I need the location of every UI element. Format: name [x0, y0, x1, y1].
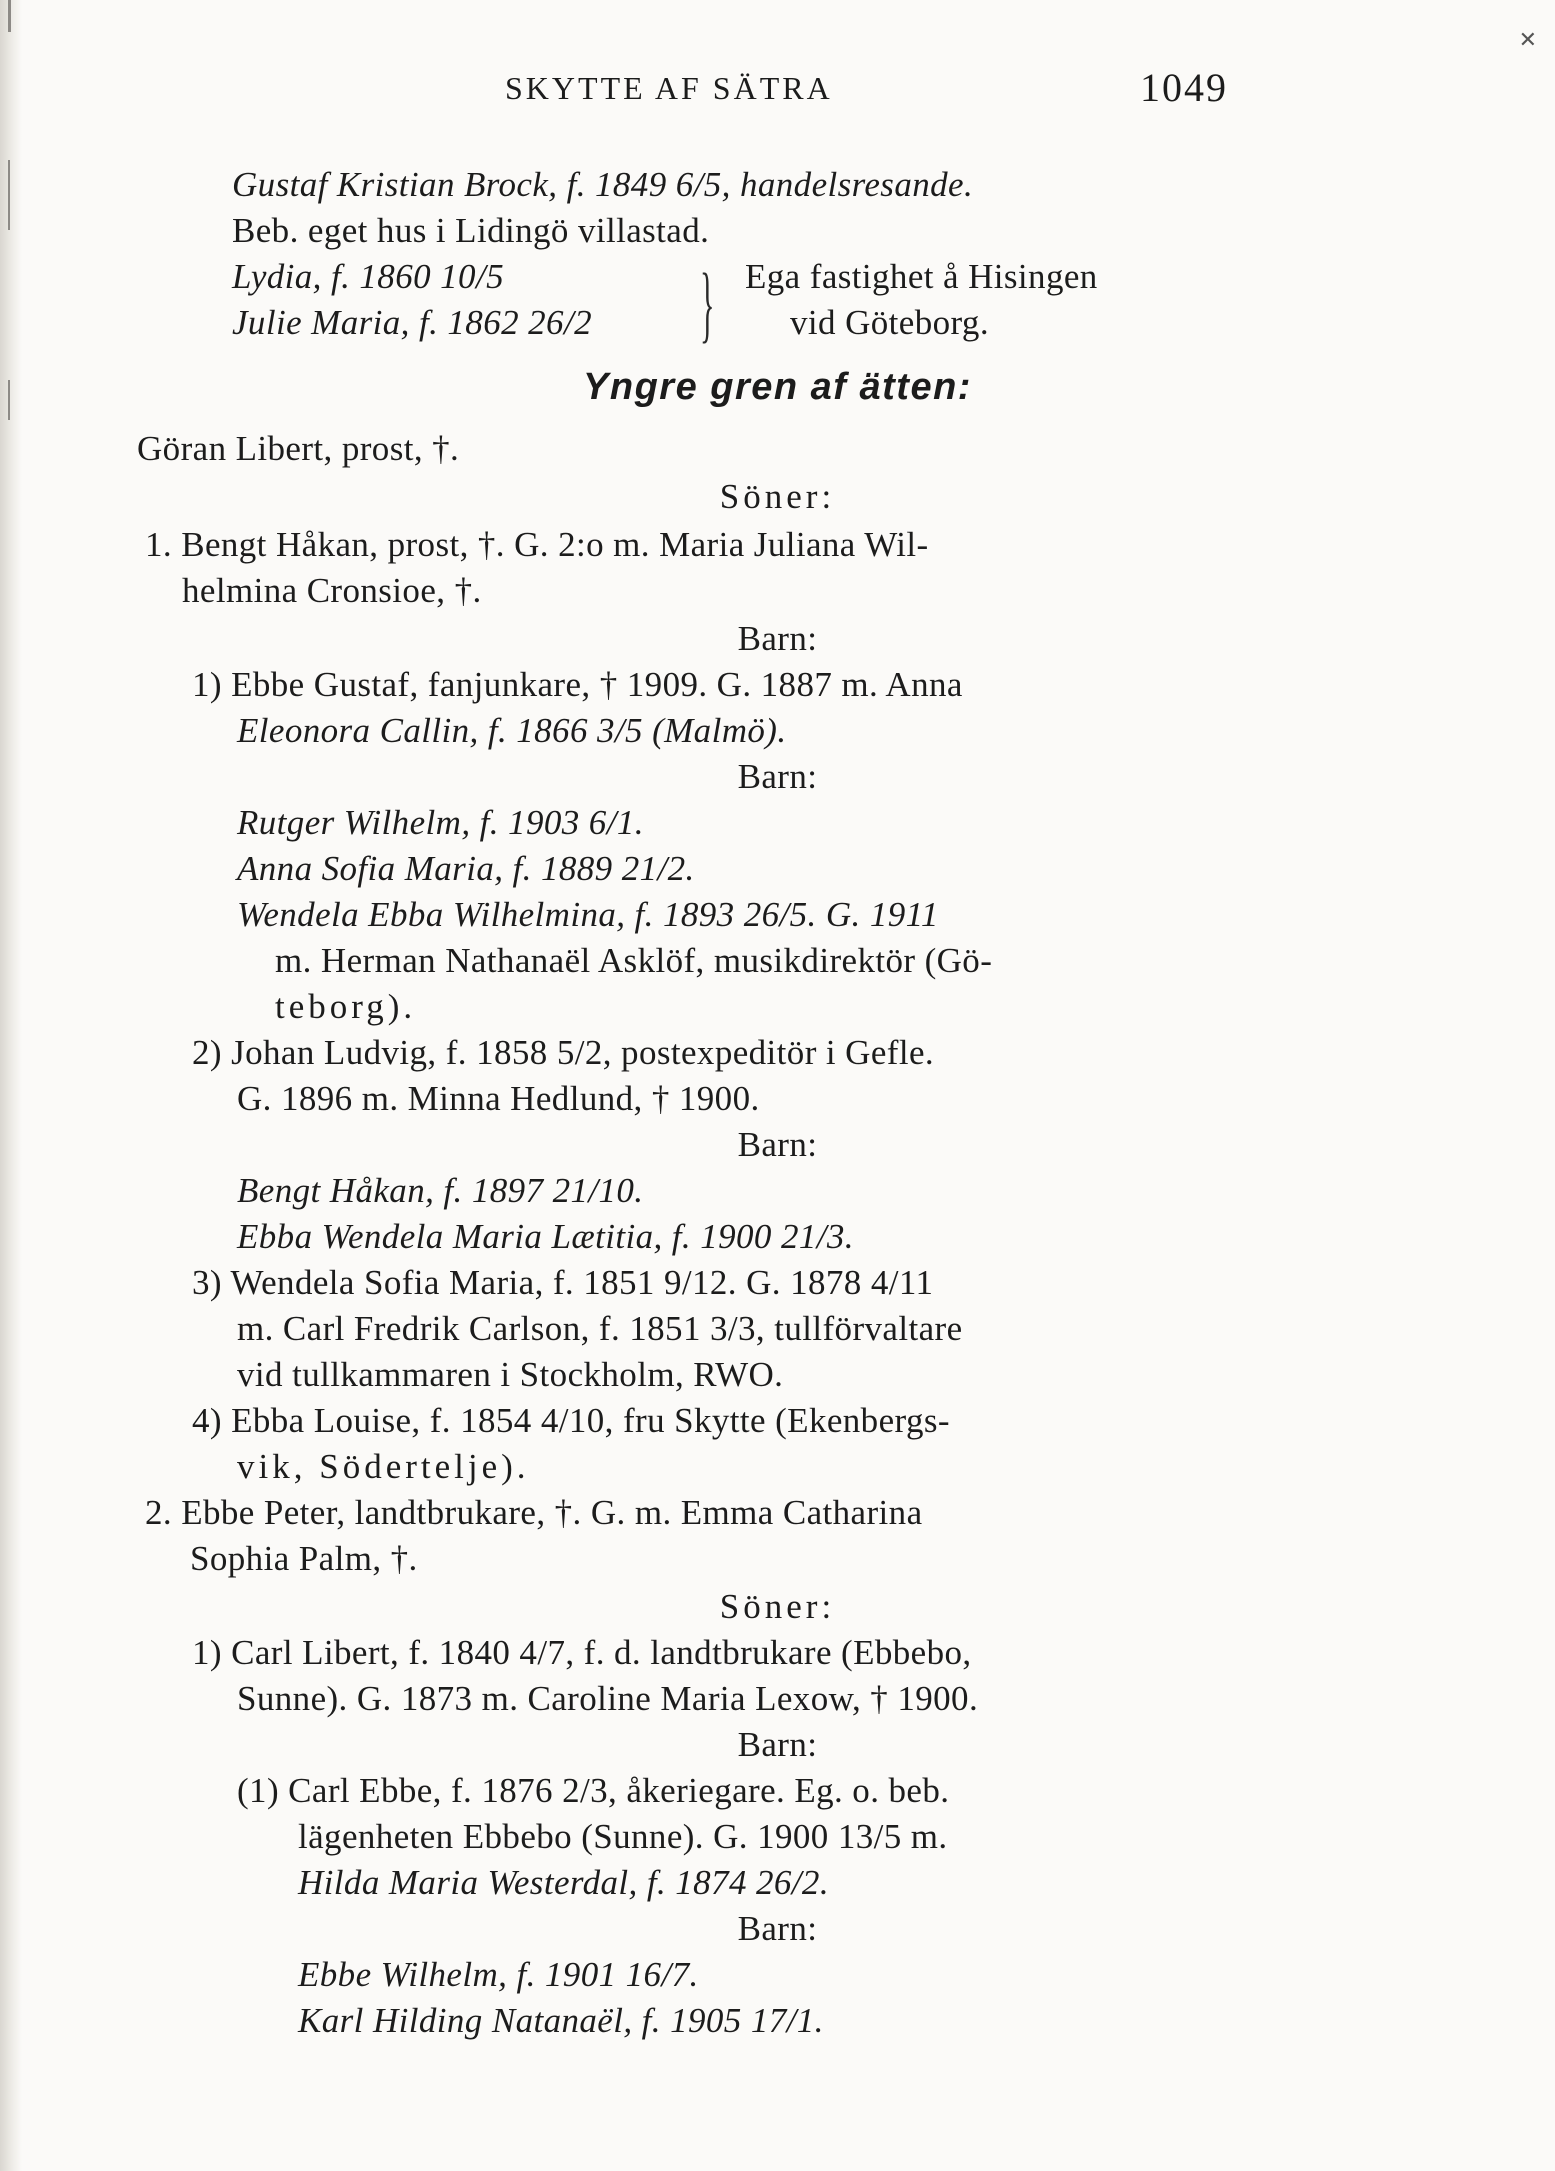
text-line: m. Carl Fredrik Carlson, f. 1851 3/3, tullförvaltare [237, 1309, 963, 1348]
subheading-barn: Barn: [737, 1125, 818, 1164]
scan-edge-mark [8, 160, 10, 230]
subheading-barn: Barn: [737, 1725, 818, 1764]
text-line: Göran Libert, prost, †. [137, 429, 460, 468]
brace-bracket: } [700, 255, 715, 351]
text-line: Julie Maria, f. 1862 26/2 [232, 303, 592, 342]
text-line: Wendela Ebba Wilhelmina, f. 1893 26/5. G. 1911 [237, 895, 939, 934]
subheading-soner: Söner: [719, 1587, 836, 1626]
text-line: Karl Hilding Natanaël, f. 1905 17/1. [298, 2001, 824, 2040]
text-line: 1. Bengt Håkan, prost, †. G. 2:o m. Maria Juliana Wil- [145, 525, 929, 564]
text-line: vik, Södertelje). [237, 1447, 530, 1486]
subheading-soner: Söner: [719, 477, 836, 516]
text-line: 4) Ebba Louise, f. 1854 4/10, fru Skytte (Ekenbergs- [192, 1401, 950, 1440]
text-line: 1) Ebbe Gustaf, fanjunkare, † 1909. G. 1887 m. Anna [192, 665, 963, 704]
subheading-barn: Barn: [737, 1909, 818, 1948]
text-line: teborg). [275, 987, 417, 1026]
text-line: Sophia Palm, †. [190, 1539, 418, 1578]
text-line: G. 1896 m. Minna Hedlund, † 1900. [237, 1079, 760, 1118]
subheading-barn: Barn: [737, 619, 818, 658]
page-header [0, 65, 1555, 120]
text-line: Ebbe Wilhelm, f. 1901 16/7. [298, 1955, 699, 1994]
text-line: 3) Wendela Sofia Maria, f. 1851 9/12. G. 1878 4/11 [192, 1263, 934, 1302]
text-line: vid Göteborg. [790, 303, 989, 342]
text-line: Ebba Wendela Maria Lætitia, f. 1900 21/3. [237, 1217, 854, 1256]
text-line: Ega fastighet å Hisingen [745, 257, 1098, 296]
text-line: 2) Johan Ludvig, f. 1858 5/2, postexpeditör i Gefle. [192, 1033, 935, 1072]
text-line: Gustaf Kristian Brock, f. 1849 6/5, handelsresande. [232, 165, 974, 204]
text-line: 1) Carl Libert, f. 1840 4/7, f. d. landtbrukare (Ebbebo, [192, 1633, 972, 1672]
text-line: Lydia, f. 1860 10/5 [232, 257, 504, 296]
scan-corner-mark-icon: ✕ [1518, 28, 1537, 53]
text-line: helmina Cronsioe, †. [182, 571, 482, 610]
text-line: Eleonora Callin, f. 1866 3/5 (Malmö). [237, 711, 787, 750]
text-line: lägenheten Ebbebo (Sunne). G. 1900 13/5 m. [298, 1817, 948, 1856]
page-number: 1049 [1140, 65, 1228, 110]
text-line: Bengt Håkan, f. 1897 21/10. [237, 1171, 644, 1210]
text-line: Hilda Maria Westerdal, f. 1874 26/2. [298, 1863, 829, 1902]
text-line: 2. Ebbe Peter, landtbrukare, †. G. m. Emma Catharina [145, 1493, 923, 1532]
section-heading: Yngre gren af ätten: [583, 366, 972, 408]
subheading-barn: Barn: [737, 757, 818, 796]
running-head: SKYTTE AF SÄTRA [505, 70, 833, 106]
text-line: Sunne). G. 1873 m. Caroline Maria Lexow, † 1900. [237, 1679, 979, 1718]
scan-edge-mark [8, 0, 11, 32]
text-line: Rutger Wilhelm, f. 1903 6/1. [237, 803, 644, 842]
text-line: Beb. eget hus i Lidingö villastad. [232, 211, 710, 250]
scan-binding-edge [0, 0, 22, 2171]
text-line: (1) Carl Ebbe, f. 1876 2/3, åkeriegare. Eg. o. beb. [237, 1771, 950, 1810]
text-line: vid tullkammaren i Stockholm, RWO. [237, 1355, 784, 1394]
text-line: m. Herman Nathanaël Asklöf, musikdirektör (Gö- [275, 941, 993, 980]
text-line: Anna Sofia Maria, f. 1889 21/2. [237, 849, 695, 888]
